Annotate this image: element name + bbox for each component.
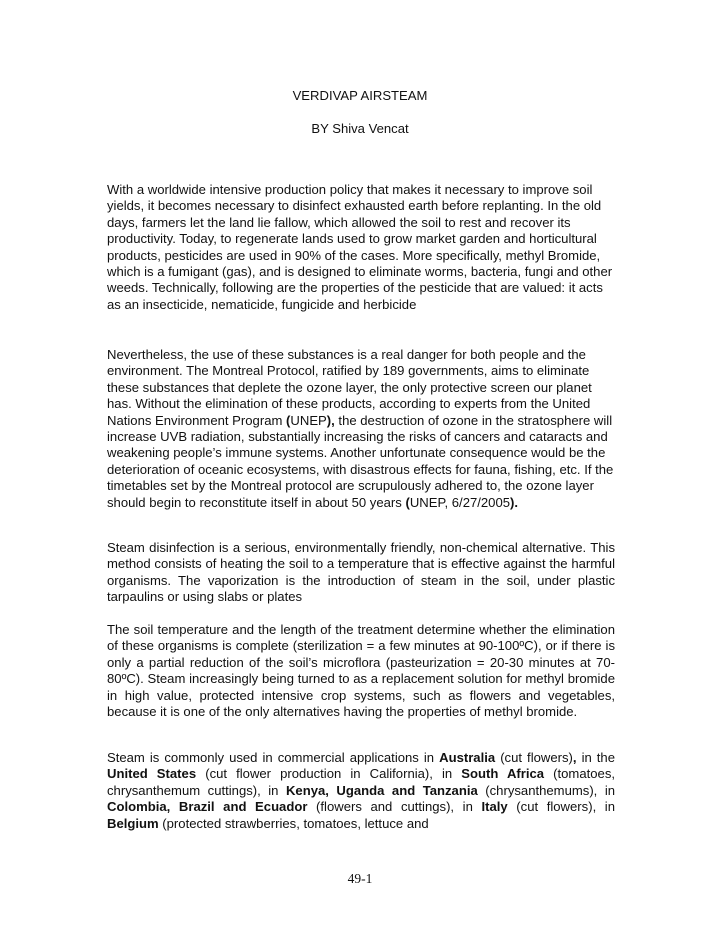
unep-ref: UNEP (290, 412, 327, 428)
paragraph-text: Nevertheless, the use of these substances is a real danger for both people and the environment. The Montreal Protocol, ratified by 189 governments, aims to eliminate these substances that deplete the ozone layer, the only protective screen our planet has. Without the elimination of these products, according to experts from the United Nations Environment Program (107, 347, 592, 428)
paragraph-text: in the (576, 750, 615, 765)
paragraph-text: (chrysanthemums), in (477, 782, 616, 798)
paragraph-text: (cut flowers) (495, 750, 573, 765)
paragraph-soil-temperature: The soil temperature and the length of the treatment determine whether the elimination of these organisms is complete (sterilization = a few minutes at 90-100ºC), or if there is only a partial reduction of the soil’s microflora (pasteurization = 20-30 minutes at 70-80ºC). Steam increasingly being turned to as a replacement solution for methyl bromide in high value, protected intensive crop systems, such as flowers and vegetables, because it is one of the only alternatives having the properties of methyl bromide. (107, 622, 615, 720)
paragraph-montreal-protocol: Nevertheless, the use of these substances is a real danger for both people and the environment. The Montreal Protocol, ratified by 189 governments, aims to eliminate these substances that deplete the ozone layer, the only protective screen our planet has. Without the elimination of these products, according to experts from the United Nations Environment Program (UNEP), the destruction of ozone in the stratosphere will increase UVB radiation, substantially increasing the risks of cancers and cataracts and weakening people’s immune systems. Another unfortunate consequence would be the deterioration of oceanic ecosystems, with disastrous effects for fauna, fishing, etc. If the timetables set by the Montreal protocol are scrupulously adhered to, the ozone layer should begin to reconstitute itself in about 50 years (UNEP, 6/27/2005). (107, 347, 614, 510)
document-title: VERDIVAP AIRSTEAM (292, 88, 428, 103)
paragraph-steam-disinfection: Steam disinfection is a serious, environmentally friendly, non-chemical alternative. This method consists of heating the soil to a temperature that is effective against the harmful organisms. The vaporization is the introduction of steam in the soil, under plastic tarpaulins or using slabs or plates (107, 540, 615, 605)
paragraph-text: the destruction of ozone in the stratosphere will increase UVB radiation, substantially increasing the risks of cancers and cataracts and weakening people’s immune systems. Another unfortunate consequence would be the deterioration of oceanic ecosystems, with disastrous effects for fauna, fishing, etc. If the timetables set by the Montreal protocol are scrupulously adhered to, the ozone layer should begin to reconstitute itself in about 50 years (107, 412, 614, 510)
paragraph-text: (flowers and cuttings), in (307, 799, 482, 815)
paragraph-intro: With a worldwide intensive production policy that makes it necessary to improve soil yields, it becomes necessary to disinfect exhausted earth before replanting. In the old days, farmers let the land lie fallow, which allowed the soil to rest and recover its productivity. Today, to regenerate lands used to grow market garden and horticultural products, pesticides are used in 90% of the cases. More specifically, methyl Bromide, which is a fumigant (gas), and is designed to eliminate worms, bacteria, fungi and other weeds. Technically, following are the properties of the pesticide that are valued: it acts as an insecticide, nematicide, fungicide and herbicide (107, 182, 613, 312)
country-italy: Italy (481, 799, 508, 815)
unep-citation: UNEP, 6/27/2005 (409, 494, 511, 510)
country-colombia-brazil-ecuador: Colombia, Brazil and Ecuador (107, 799, 308, 815)
paragraph-text: (cut flower production in California), in (196, 766, 462, 782)
paragraph-text: (protected strawberries, tomatoes, lettuce and (158, 815, 429, 831)
country-australia: Australia (439, 750, 496, 765)
page-number: 49-1 (347, 871, 373, 886)
paragraph-commercial-use: Steam is commonly used in commercial applications in Australia (cut flowers), in the United States (cut flower production in California), in South Africa (tomatoes, chrysanthemum cuttings), in Kenya, Uganda and Tanzania (chrysanthemums), in Colombia, Brazil and Ecuador (flowers and cuttings), in Italy (cut flowers), in Belgium (protected strawberries, tomatoes, lettuce and (107, 750, 616, 831)
country-south-africa: South Africa (461, 766, 545, 782)
paragraph-text: (cut flowers), in (507, 799, 616, 815)
country-kenya-uganda-tanzania: Kenya, Uganda and Tanzania (285, 782, 478, 798)
country-united-states: United States (107, 766, 197, 782)
paragraph-text: Steam is commonly used in commercial applications in (107, 750, 440, 765)
country-belgium: Belgium (107, 815, 159, 831)
paragraph-text: (tomatoes, chrysanthemum cuttings), in (107, 766, 616, 798)
document-byline: BY Shiva Vencat (311, 121, 409, 136)
